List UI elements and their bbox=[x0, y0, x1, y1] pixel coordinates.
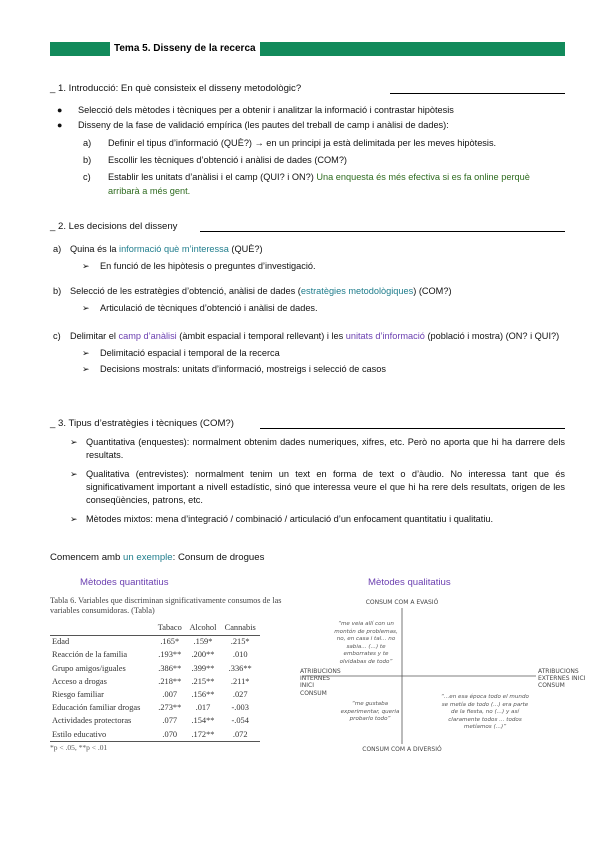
quote-party: “...en esa época todo el mundo se metía de todo (...) era parte de la fiesta, no (...) y así claramente todos ... todos metíamos (...)” bbox=[441, 694, 529, 731]
list-item: a) Quina és la informació què m’interessa (QUÈ?) bbox=[53, 244, 263, 254]
list-item: ➢ Articulació de tècniques d’obtenció i anàlisi de dades. bbox=[50, 302, 570, 315]
table-row: Estilo educativo .070 .172** .072 bbox=[50, 728, 260, 742]
list-item: b) Selecció de les estratègies d’obtenció, anàlisi de dades (estratègies metodològiques) (COM?) bbox=[53, 286, 452, 296]
section-2-body bbox=[50, 243, 570, 274]
table-row: Educación familiar drogas .273** .017 -.003 bbox=[52, 703, 249, 713]
section-divider bbox=[390, 93, 565, 94]
list-item: ➢ Quantitativa (enquestes): normalment obtenim dades numeriques, xifres, etc. Però no aporta que hi ha darrere dels resultats. bbox=[70, 437, 565, 461]
table-footnote: *p < .05, **p < .01 bbox=[50, 743, 108, 753]
section-2-c bbox=[50, 330, 565, 376]
list-item: ➢ Qualitativa (entrevistes): normalment tenim un text en forma de text o d’àudio. No interessa tant que és significativament important a nivell estadístic, sinó que interessa veure el que hi ha rere dels resultats, origen de les conseqüències, patrons, etc. bbox=[70, 468, 565, 506]
qualitative-diagram bbox=[300, 596, 600, 756]
table-row: Edad .165* .159* .215* bbox=[52, 637, 250, 647]
quantitative-heading: Mètodes quantitatius bbox=[80, 577, 169, 588]
table-caption: Tabla 6. Variables que discriminan significativamente consumos de las variables consumidoras. (Tabla) bbox=[50, 596, 282, 616]
list-item: ● Selecció dels mètodes i tècniques per a obtenir i analitzar la informació i contrastar hipòtesis bbox=[50, 104, 570, 117]
list-item: ➢ Delimitació espacial i temporal de la recerca bbox=[50, 347, 565, 360]
arrow-icon: ➢ bbox=[70, 437, 78, 447]
arrow-icon: ➢ bbox=[70, 513, 78, 524]
list-item: c) Establir les unitats d’anàlisi i el camp (QUI? i ON?) Una enquesta és més efectiva si es fa online perquè arribarà a més gent. bbox=[83, 172, 530, 196]
bullet-icon: ● bbox=[57, 120, 63, 131]
diagram-left-label: ATRIBUCIONS INTERNES INICI CONSUM bbox=[300, 668, 341, 697]
quote-evasion: “me veia allí con un montón de problemas, no, en casa i tal... no sabia... (...) te emborrates y te olvidabas de todo” bbox=[334, 621, 398, 665]
title-bar bbox=[50, 42, 565, 56]
arrow-icon: ➢ bbox=[82, 303, 90, 314]
arrow-icon: ➢ bbox=[70, 468, 78, 479]
diagram-top-label: CONSUM COM A EVASIÓ bbox=[365, 599, 439, 606]
diagram-bottom-label: CONSUM COM A DIVERSIÓ bbox=[362, 746, 442, 753]
note-green: Una enquesta és més efectiva si es fa online perquè arribarà a més gent. bbox=[108, 172, 530, 196]
section-1-body bbox=[50, 104, 570, 202]
section-divider bbox=[260, 428, 565, 429]
table-row: Reacción de la familia .193** .200** .010 bbox=[52, 650, 248, 660]
example-line: Comencem amb un exemple: Consum de drogues bbox=[50, 552, 265, 563]
section-2-b bbox=[50, 285, 570, 316]
data-table: Tabaco Alcohol Cannabis Edad .165* .159* .215* Reacción de la familia .193** .200** .010 Grupo amigos/iguales .386** .399** .336** Acceso a drogas .218** .215** .211* Riesgo familiar .007 .156** .027 Educación familiar drogas .273** .017 -.003 Actividades protectoras .077 .154** -.054 Estilo educativo .070 .172** .072 bbox=[50, 621, 260, 743]
bullet-icon: ● bbox=[57, 105, 63, 115]
table-row: Riesgo familiar .007 .156** .027 bbox=[52, 689, 248, 699]
example-link: un exemple bbox=[123, 552, 173, 563]
table-row: Grupo amigos/iguales .386** .399** .336** bbox=[52, 663, 252, 673]
arrow-icon: ➢ bbox=[82, 348, 90, 359]
section-2-heading: _ 2. Les decisions del disseny bbox=[50, 220, 565, 234]
table-row: Acceso a drogas .218** .215** .211* bbox=[52, 676, 250, 686]
list-item: ➢ Mètodes mixtos: mena d’integració / combinació / articulació d’un enfocament quantitatiu i qualitatiu. bbox=[50, 513, 565, 526]
arrow-icon: ➢ bbox=[82, 261, 90, 272]
list-item: ➢ Decisions mostrals: unitats d’informació, mostreigs i selecció de casos bbox=[50, 363, 565, 376]
section-3-heading: _ 3. Tipus d’estratègies i tècniques (COM?) bbox=[50, 417, 565, 431]
list-item: c) Delimitar el camp d’anàlisi (àmbit espacial i temporal rellevant) i les unitats d’informació (població i mostra) (ON? i QUI?) bbox=[53, 331, 560, 341]
quote-experiment: “me gustaba experimentar, queria probarlo todo” bbox=[340, 701, 400, 723]
list-item: ➢ En funció de les hipòtesis o preguntes d’investigació. bbox=[50, 260, 570, 273]
qualitative-heading: Mètodes qualitatius bbox=[368, 577, 451, 588]
section-3-body bbox=[50, 436, 565, 531]
quantitative-table bbox=[50, 596, 290, 754]
diagram-right-label: ATRIBUCIONS EXTERNES INICI CONSUM bbox=[538, 668, 586, 690]
section-1-heading: _ 1. Introducció: En què consisteix el disseny metodològic? bbox=[50, 82, 565, 96]
list-item: ● Disseny de la fase de validació empírica (les pautes del treball de camp i anàlisi de dades): bbox=[50, 119, 570, 132]
arrow-icon: ➢ bbox=[82, 363, 90, 374]
table-row: Actividades protectoras .077 .154** -.054 bbox=[52, 716, 249, 726]
section-divider bbox=[200, 231, 565, 232]
list-item: a) Definir el tipus d’informació (QUÈ?) → en un principi ja està delimitada per les meves hipòtesis. bbox=[83, 137, 497, 148]
list-item: b) Escollir les tècniques d’obtenció i anàlisi de dades (COM?) bbox=[83, 155, 347, 166]
page-title: Tema 5. Disseny de la recerca bbox=[110, 42, 260, 56]
